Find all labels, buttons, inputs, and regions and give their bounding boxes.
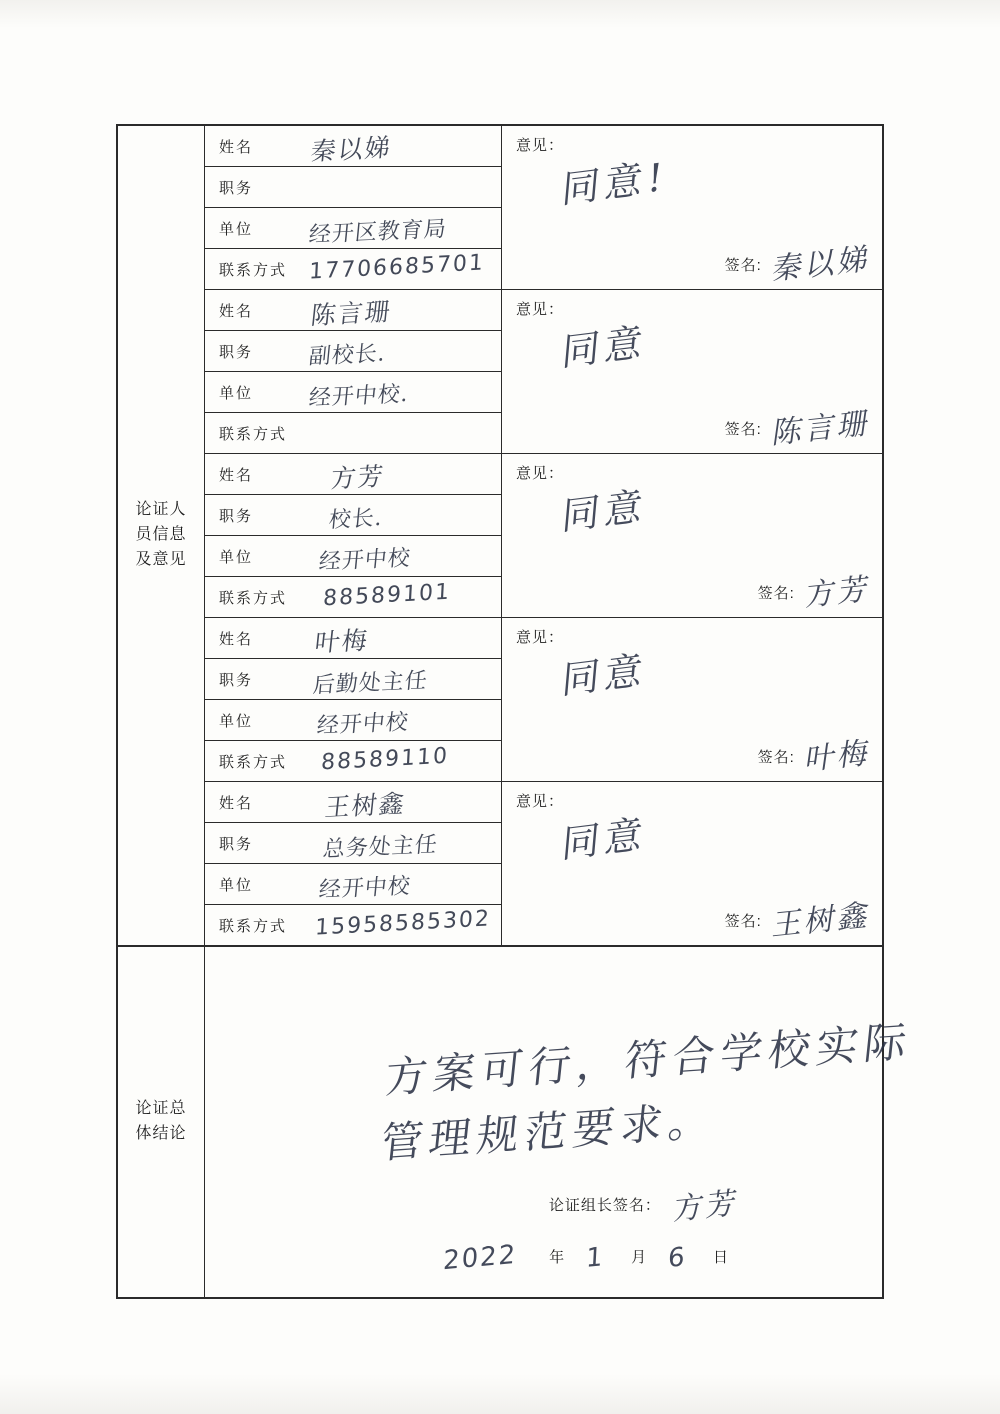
field-contact xyxy=(205,741,501,781)
field-name xyxy=(205,618,501,659)
field-value-unit xyxy=(301,208,501,248)
members-list xyxy=(205,126,882,945)
argumentation-table xyxy=(116,124,915,1299)
field-value-contact xyxy=(301,413,501,453)
field-value-unit xyxy=(301,372,501,412)
field-name xyxy=(205,126,501,167)
opinion-cell xyxy=(502,126,882,289)
field-value-unit xyxy=(301,700,501,740)
field-unit xyxy=(205,372,501,413)
signature-label: 签名: xyxy=(724,913,762,930)
handwriting-opinion: 同意 xyxy=(560,811,650,867)
conclusion-body xyxy=(205,947,915,1297)
scan-edge-bottom xyxy=(0,1374,1000,1414)
signature-line xyxy=(724,399,874,452)
field-value-name xyxy=(301,454,501,494)
handwriting-name: 方芳 xyxy=(329,461,387,494)
handwriting-name: 叶梅 xyxy=(313,625,371,658)
member-row xyxy=(205,782,882,945)
handwriting-title: 总务处主任 xyxy=(321,832,439,863)
field-title xyxy=(205,495,501,536)
members-block xyxy=(118,126,882,947)
handwriting-signature: 王树鑫 xyxy=(770,897,874,944)
field-value-contact xyxy=(301,741,501,781)
opinion-label: 意见： xyxy=(516,137,565,154)
handwriting-unit: 经开中校. xyxy=(307,381,410,412)
handwriting-unit: 经开中校 xyxy=(315,709,410,740)
field-value-unit xyxy=(301,536,501,576)
handwriting-leader-signature: 方芳 xyxy=(671,1185,742,1228)
field-label-name: 姓名 xyxy=(219,794,254,812)
opinion-cell xyxy=(502,782,882,945)
field-label-unit: 单位 xyxy=(219,876,254,894)
members-section-label: 论证人 员信息 及意见 xyxy=(118,126,205,945)
opinion-label: 意见： xyxy=(516,629,565,646)
date-month-unit: 月 xyxy=(631,1249,649,1266)
field-value-name xyxy=(301,782,501,822)
leader-signature-label: 论证组长签名： xyxy=(548,1197,661,1214)
opinion-cell xyxy=(502,618,882,781)
handwriting-signature: 秦以娣 xyxy=(770,241,874,288)
handwriting-opinion: 同意 xyxy=(560,319,650,375)
field-value-title xyxy=(301,331,501,371)
handwriting-name: 陈言珊 xyxy=(309,296,394,331)
handwriting-unit: 经开区教育局 xyxy=(307,216,448,249)
handwriting-signature: 陈言珊 xyxy=(770,405,874,452)
member-row xyxy=(205,454,882,618)
handwriting-contact: 88589110 xyxy=(320,743,450,776)
member-fields xyxy=(205,454,502,617)
field-label-contact: 联系方式 xyxy=(219,753,288,771)
handwriting-day: 6 xyxy=(667,1242,688,1274)
field-title xyxy=(205,659,501,700)
handwriting-opinion: 同意 xyxy=(560,647,650,703)
field-unit xyxy=(205,700,501,741)
signature-label: 签名: xyxy=(757,749,795,766)
field-label-contact: 联系方式 xyxy=(219,589,288,607)
scan-edge-top xyxy=(0,0,1000,28)
opinion-cell xyxy=(502,454,882,617)
handwriting-title: 校长. xyxy=(327,505,384,534)
conclusion-section-label: 论证总 体结论 xyxy=(118,947,205,1297)
handwriting-conclusion-line1: 方案可行，符合学校实际 xyxy=(382,1016,915,1103)
member-row xyxy=(205,290,882,454)
field-name xyxy=(205,290,501,331)
handwriting-signature: 叶梅 xyxy=(803,735,874,778)
handwriting-title: 副校长. xyxy=(307,341,387,370)
field-title xyxy=(205,823,501,864)
field-value-name xyxy=(301,618,501,658)
field-value-contact xyxy=(301,577,501,617)
handwriting-contact: 15958585302 xyxy=(314,906,492,941)
field-title xyxy=(205,167,501,208)
field-value-title xyxy=(301,495,501,535)
date-year-unit: 年 xyxy=(549,1249,567,1266)
conclusion-block xyxy=(118,947,915,1297)
handwriting-title: 后勤处主任 xyxy=(311,668,429,699)
handwriting-contact: 88589101 xyxy=(322,579,452,612)
field-label-title: 职务 xyxy=(219,671,254,689)
field-value-unit xyxy=(301,864,501,904)
field-value-name xyxy=(301,126,501,166)
field-label-unit: 单位 xyxy=(219,220,254,238)
field-label-name: 姓名 xyxy=(219,138,254,156)
field-label-name: 姓名 xyxy=(219,466,254,484)
field-value-name xyxy=(301,290,501,330)
date-day-unit: 日 xyxy=(712,1249,730,1266)
field-value-title xyxy=(301,167,501,207)
member-fields xyxy=(205,782,502,945)
signature-line xyxy=(757,727,874,778)
member-row xyxy=(205,126,882,290)
handwriting-conclusion-line2: 管理规范要求。 xyxy=(378,1095,719,1168)
opinion-cell xyxy=(502,290,882,453)
handwriting-month: 1 xyxy=(585,1242,606,1274)
field-label-title: 职务 xyxy=(219,835,254,853)
signature-label: 签名: xyxy=(724,257,762,274)
signature-line xyxy=(724,235,874,288)
field-label-unit: 单位 xyxy=(219,384,254,402)
field-value-contact xyxy=(301,249,501,289)
field-label-contact: 联系方式 xyxy=(219,917,288,935)
member-fields xyxy=(205,290,502,453)
field-label-title: 职务 xyxy=(219,343,254,361)
field-label-contact: 联系方式 xyxy=(219,261,288,279)
field-unit xyxy=(205,208,501,249)
leader-signature-line xyxy=(548,1175,742,1228)
handwriting-opinion: 同意 xyxy=(560,483,650,539)
field-label-contact: 联系方式 xyxy=(219,425,288,443)
opinion-label: 意见： xyxy=(516,793,565,810)
field-name xyxy=(205,454,501,495)
member-fields xyxy=(205,618,502,781)
field-value-title xyxy=(301,823,501,863)
signature-line xyxy=(757,563,874,614)
field-unit xyxy=(205,864,501,905)
field-contact xyxy=(205,905,501,945)
handwriting-unit: 经开中校 xyxy=(317,873,412,904)
field-value-contact xyxy=(301,905,501,945)
field-label-name: 姓名 xyxy=(219,302,254,320)
field-label-unit: 单位 xyxy=(219,712,254,730)
member-fields xyxy=(205,126,502,289)
field-contact xyxy=(205,413,501,453)
opinion-label: 意见： xyxy=(516,301,565,318)
field-label-name: 姓名 xyxy=(219,630,254,648)
field-unit xyxy=(205,536,501,577)
field-label-title: 职务 xyxy=(219,179,254,197)
field-contact xyxy=(205,249,501,289)
signature-line xyxy=(724,891,874,944)
field-name xyxy=(205,782,501,823)
date-line xyxy=(442,1239,730,1277)
field-label-title: 职务 xyxy=(219,507,254,525)
member-row xyxy=(205,618,882,782)
handwriting-opinion: 同意! xyxy=(560,154,670,212)
field-value-title xyxy=(301,659,501,699)
handwriting-name: 王树鑫 xyxy=(323,788,408,823)
handwriting-contact: 17706685701 xyxy=(308,250,486,285)
handwriting-name: 秦以娣 xyxy=(309,132,394,167)
signature-label: 签名: xyxy=(757,585,795,602)
handwriting-signature: 方芳 xyxy=(803,571,874,614)
field-title xyxy=(205,331,501,372)
opinion-label: 意见： xyxy=(516,465,565,482)
handwriting-year: 2022 xyxy=(442,1239,518,1277)
handwriting-unit: 经开中校 xyxy=(317,545,412,576)
signature-label: 签名: xyxy=(724,421,762,438)
field-label-unit: 单位 xyxy=(219,548,254,566)
field-contact xyxy=(205,577,501,617)
